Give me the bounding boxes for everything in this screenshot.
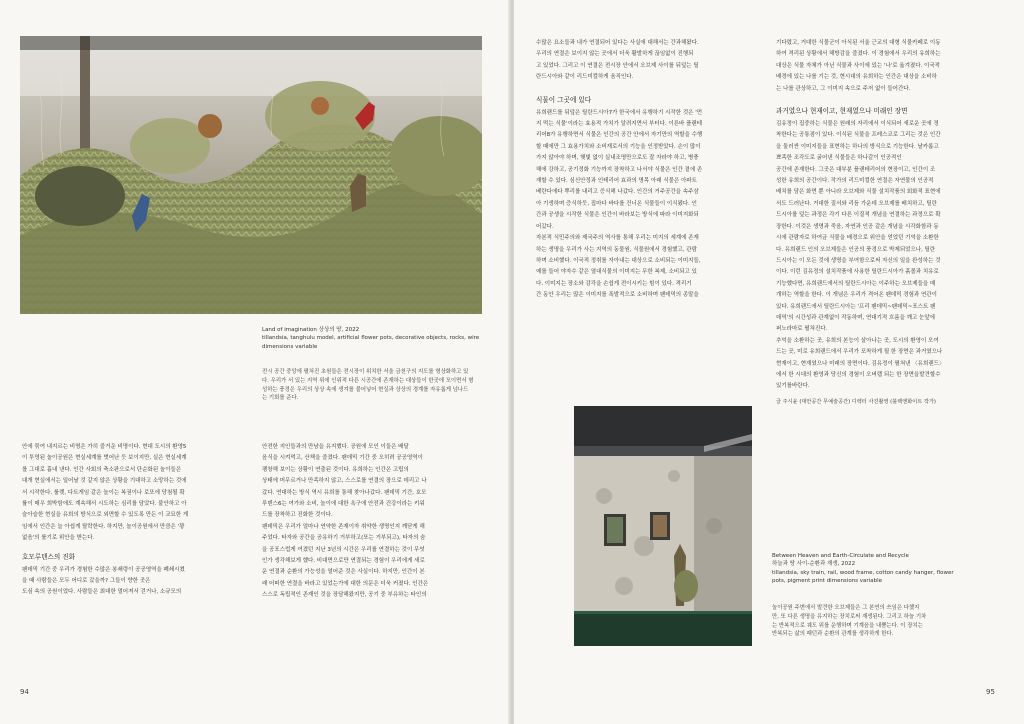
body-line: 있다. 유희랜드에서 틸란드시아는 '프리 팬데믹~팬데믹~포스트 팬	[776, 303, 936, 310]
body-line: 베란다에다 뿌리를 내리고 증식해 나갔다. 인간의 거주공간을 속주삼	[536, 189, 699, 196]
right-photo-description	[772, 604, 1008, 639]
body-line: 예를 들어 야자수 같은 열대식물의 이미지는 무한 복제, 소비되고 있	[536, 269, 697, 276]
body-line: 아 기생하며 증식하듯, 집마다 바다를 건너온 식물들이 이식됐다. 인	[536, 200, 697, 207]
left-column-1	[22, 442, 254, 682]
body-line: 장한다. 이것은 생명과 죽음, 자연과 인공 같은 개념을 시각화함과 동	[776, 223, 939, 230]
body-line: 유희랜드를 뒤덮은 틸란드시아7가 한국에서 유행하기 시작한 것은 '먼	[536, 109, 703, 116]
body-line: 인가 생각해보게 했다. 비대면으로만 연결되는 경험이 우리에게 새로	[262, 558, 425, 565]
body-line: 없음'의 룰기로 위안을 받는다.	[22, 535, 95, 542]
body-line: 자본적 식민주의와 제국주의 역사를 통해 우리는 미지의 세계에 존재	[536, 235, 699, 242]
body-line: 우리의 연결은 보이지 않는 곳에서 더욱 활발하게 끊임없이 진행되	[536, 51, 694, 58]
body-line: 팽창해 보이는 상황이 연출된 것이다. 유희하는 인간은 고립의	[262, 466, 409, 473]
body-line: 팬데믹 기간 중 우리가 경험한 수많은 봉쇄령이 공공영역을 폐쇄시켰	[22, 566, 185, 573]
body-line: 배치를 담은 화면 뿐 아니라 오브제와 식물 설치작품의 회화적 표현에	[776, 189, 941, 196]
body-line: 스스로 독립적인 존재인 것을 장담해왔지만, 공기 중 부유하는 타인의	[262, 592, 427, 599]
body-line: 하며 소비했다. 이국적 정취를 자아내는 대상으로 소비되는 이미지들,	[536, 257, 701, 264]
body-line: 다. 유희랜드 인의 오브제들은 인공의 풍경으로 박제되었으나, 틸란	[776, 246, 936, 253]
body-line: 음식을 시켜먹고, 산책을 즐겼다. 팬데믹 기간 중 오히려 공공영역이	[262, 455, 423, 462]
body-line: 슬아슬한 현실을 유희의 방식으로 외면할 수 있도록 만든 이 교묘한 게	[22, 512, 189, 519]
installation-room-image	[574, 406, 752, 646]
body-line: 임에서 인간은 늘 아쉽게 탈락한다. 하지만, 놀이공원에서 만큼은 '꽝	[22, 523, 185, 530]
page-number-right: 95	[986, 688, 995, 696]
body-line: 기다렸고, 거대한 식물군이 아식된 서울 근교의 대형 식물카페로 이동	[776, 40, 941, 46]
right-column-2	[776, 38, 1012, 508]
between-heaven-and-earth-photo	[574, 406, 752, 646]
caption-materials: tillandsia, tanghulu model, artificial flower pots, decorative objects, rocks, wire	[262, 335, 480, 342]
body-line: 재할 수 있다. 심신안정과 인테리어 효과의 명목 아래 식물은 아파트	[536, 178, 697, 185]
body-line: 지 먹는 식물'이라는 효용적 가치가 알려지면서 부터다. 이른바 플랜테	[536, 121, 703, 128]
body-line: 을 공포스럽게 여겼던 지난 3년의 시간은 우리를 연결하는 것이 무엇	[262, 546, 425, 553]
body-line: 도심 속의 공원이었다. 사람들은 최대한 멀어져서 걷거나, 소규모의	[22, 589, 182, 596]
left-photo-description	[262, 368, 490, 403]
caption-dimensions: dimensions variable	[262, 343, 318, 350]
body-line: 시에 관람자로 하여금 식물을 배경으로 위안을 얻었던 기억을 소환한	[776, 235, 939, 242]
caption-title: Land of imagination 상상의 땅, 2022	[262, 327, 360, 333]
body-line: 서 시작한다. 룰렛, 다트게임 같은 놀이는 복권이나 로또에 당첨될 확	[22, 489, 185, 496]
body-line: 간 동안 우리는 많은 이미지를 폭발적으로 소비하며 팬데믹의 종말을	[536, 292, 699, 299]
body-line: 어갔다.	[536, 223, 554, 230]
right-photo-caption	[772, 552, 1008, 586]
description-line: 성하는 풍경은 우리의 상상 속에 생겨를 불어넣어 현실과 상상의 경계를 자유롭게 넘나드	[262, 386, 469, 393]
body-line: 률이 매우 희박함에도 계속해서 시도하는 심리를 담았다. 불안하고 아	[22, 501, 187, 508]
body-line: 안전한 지인들과의 만남을 유지했다. 공원에 모인 이들은 배달	[262, 444, 409, 450]
body-line: 에서 한 시대의 환영과 당신의 경험이 오버랩 되는 한 장면을발견할수	[776, 371, 941, 378]
land-of-imagination-photo	[20, 36, 482, 314]
body-line: 드시아를 덮는 과정은 각기 다른 이질적 개념을 연결하는 과정으로 확	[776, 212, 941, 219]
body-line: 퍼노라마로 펼쳐진다.	[776, 326, 828, 333]
body-line: 를 그대로 흉내 낸다. 인간 사회의 축소판으로서 단순화된 놀이들은	[22, 466, 182, 473]
body-line: 래 어떠한 연결을 바라고 있었는가에 대한 의문은 더욱 커졌다. 인간은	[262, 580, 429, 587]
body-line: 이 투영된 놀이공원은 현실세계를 벗어난 듯 보이지만, 실은 현실세계	[22, 455, 187, 462]
body-line: 배경에 있는 나를 기는 것, 현시대의 유희하는 인간은 대상을 소비하	[776, 74, 937, 81]
caption-materials: tillandsia, sky train, rail, wood frame, cotton candy hanger, flower	[772, 569, 954, 576]
description-line: 는 기회를 준다.	[262, 395, 299, 402]
body-line: 공간에 존재한다. 그곳은 대부분 플랜테리어의 현장이고, 인간이 조	[776, 166, 936, 173]
body-line: 주었다. 타자와 공간을 공유하기 거부하고(또는 거부되고), 타자의 숨	[262, 535, 426, 542]
body-line: 란드시아와 같이 리드미컬하게 움직인다.	[536, 74, 634, 81]
installation-artwork-image	[20, 36, 482, 314]
body-line: 개하는 역할을 한다. 이 개념은 우리가 격어온 팬데믹 경험과 연관이	[776, 292, 937, 299]
body-line: 뾰족한 조각도로 굵어낸 식물들은 하나같이 인공적인	[776, 155, 902, 162]
caption-subtitle: 하늘과 땅 사이-순환과 재생, 2022	[772, 561, 856, 568]
description-line: 전시 공간 중앙에 펼쳐진 초원들은 전시장이 위치한 서울 금천구의 지도를 형상화하고 있	[262, 369, 469, 375]
body-line: 는 나를 관상하고, 그 이미지 속으로 주저 없이 들어간다.	[776, 85, 911, 92]
caption-materials: pots, pigment print dimensions variable	[772, 578, 882, 585]
body-line: 할 때에만 그 효용가치와 소비재로서의 기능을 인정받았다. 손이 많이	[536, 143, 701, 150]
body-line: 서도 드러난다. 거대한 질서와 리듬 가운데 오브제를 배치하고, 틸란	[776, 200, 937, 207]
body-line: 을 때 사람들은 모두 어디로 갔을까? 그들이 향한 곳은	[22, 578, 151, 585]
body-line: 안에 묶여 내지르는 비명은 가히 즐거운 비명이다. 현대 도시의 환영5	[22, 444, 187, 450]
section-heading: 과거였으나 현재이고, 현재였으나 미래인 장면	[776, 107, 908, 116]
body-line: 드를 장착하고 진화한 것이다.	[262, 512, 333, 519]
body-line: 운 연결과 순환의 가능성을 열어준 것은 사실이다. 하지만, 인간이 본	[262, 569, 425, 576]
body-line: 추억을 소환하는 곳, 유희의 본능이 살아나는 곳, 도시의 환영이 모여	[776, 337, 939, 344]
left-column-2	[262, 442, 494, 682]
body-line: 가지 않아야 하며, 햇빛 없이 실내조명만으로도 잘 자라야 하고, 병충	[536, 155, 699, 162]
right-column-1	[536, 38, 770, 398]
body-line: 리어8가 유행하면서 식물은 인간의 공간 안에서 자기만의 역할을 수행	[536, 132, 703, 139]
body-line: 대상은 식물 자체가 아닌 식물과 사이에 있는 '나'로 옮겨졌다. 이국적	[776, 62, 940, 69]
body-line: 갔다. 연대하는 방식 역시 유희를 통해 찾아나갔다. 팬데믹 기간, 호모	[262, 489, 427, 496]
body-line: 현재이고, 현재였으나 미래의 장면이다. 김유정이 펼쳐낸 〈유희랜드〉	[776, 360, 945, 367]
body-line: 대개 현실에서는 일어날 것 같지 않은 상황을 기대하고 소망하는 것에	[22, 478, 187, 485]
section-heading: 식물이 그곳에 있다	[536, 95, 592, 104]
caption-title: Between Heaven and Earth-Circulate and Recycle	[772, 553, 909, 559]
description-line: 는 반복적으로 궤도 위를 운행하며 기계음을 내뿜는다. 이 장치는	[772, 622, 923, 629]
body-line: 착한다는 공통점이 있다. 이식된 식물을 프레스코로 그리는 것은 인간	[776, 132, 941, 139]
description-line: 다. 우리가 서 있는 지역 위에 인위적 다른 시공간에 존재하는 대상들이 한곳에 모이면서 형	[262, 377, 474, 384]
description-line: 놀이공원 주변에서 발견한 오브제들은 그 본연의 쓰임은 다했지	[772, 605, 920, 611]
body-line: 데믹'의 시간성과 관계없이 작동하며, 연대기적 흐름을 깨고 눈앞에	[776, 314, 935, 321]
body-line: 다. 이미지는 장소와 감각을 손쉽게 전이시키는 힘이 있다. 격리기	[536, 280, 692, 287]
body-line: 고 있었다. 그리고 이 연결은 전시장 안에서 오브제 사이를 뒤덮는 틸	[536, 62, 699, 69]
body-line: 팬데믹은 우리가 얼마나 연약한 존재이자 취약한 생명인지 깨닫게 해	[262, 523, 425, 530]
page-number-left: 94	[20, 688, 29, 696]
body-line: 드는 곳, 미로 유희랜드에서 우리가 포착하게 될 한 장면은 과거였으나	[776, 349, 943, 356]
body-line: 드시아는 이 모든 것에 생명을 부여함으로써 자신의 일을 완성하는 것	[776, 257, 941, 264]
body-line: 하는 생명을 우리가 사는 지역의 동물원, 식물원에서 경험했고, 관람	[536, 246, 697, 253]
description-line: 만, 또 다른 생명을 유지하는 장치로써 재생된다. 그리고 하늘 기차	[772, 613, 927, 620]
left-page	[0, 0, 510, 724]
body-line: 김유정이 집중하는 식물은 원래의 자리에서 이식되어 새로운 곳에 정	[776, 121, 939, 128]
left-photo-caption	[262, 326, 487, 351]
body-line: 있기를바란다.	[776, 383, 810, 390]
body-line: 상태에 머무르거나 만족하지 않고, 스스로를 연결의 장으로 데리고 나	[262, 478, 427, 485]
author-credit: 글 주시윤 (대안공간 무예술공간) 디렉터 사진촬영 (블랙앤화이트 작가)	[776, 398, 936, 405]
body-line: 하여 격리된 상황에서 해방감을 즐겼다. 이 경험에서 우리의 유희하는	[776, 51, 941, 58]
body-line: 을 둘러싼 이미지들을 표현하는 하나의 방식으로 기능한다. 날카롭고	[776, 143, 939, 150]
right-page	[514, 0, 1024, 724]
section-heading: 호모루덴스의 진화	[22, 552, 76, 561]
body-line: 기능했다면, 유희랜드에서의 틸란드시아는 이주하는 오브제들을 매	[776, 280, 936, 287]
body-line: 이다. 이런 김유정의 설치작품에 사용한 틸란드시아가 흙볼과 치유로	[776, 269, 939, 276]
description-line: 반복되는 삶의 패턴과 순환의 관계를 생각하게 한다.	[772, 631, 894, 638]
body-line: 루덴스6는 여가와 소비, 놀이에 대한 욕구에 안전과 건강이라는 키워	[262, 501, 425, 508]
body-line: 성한 유희의 공간이다. 작가의 리드미컬한 연결은 자연물의 인공적	[776, 178, 934, 185]
body-line: 수많은 요소들과 내가 연결되어 있다는 사실에 대해서는 간과해왔다.	[536, 40, 699, 46]
body-line: 간과 공생을 시작한 식물은 인간이 바라보는 방식에 따라 이미지화되	[536, 212, 699, 219]
body-line: 해에 강하고, 공기정화 기능까지 장착하고 나서야 식물은 인간 곁에 존	[536, 166, 703, 173]
